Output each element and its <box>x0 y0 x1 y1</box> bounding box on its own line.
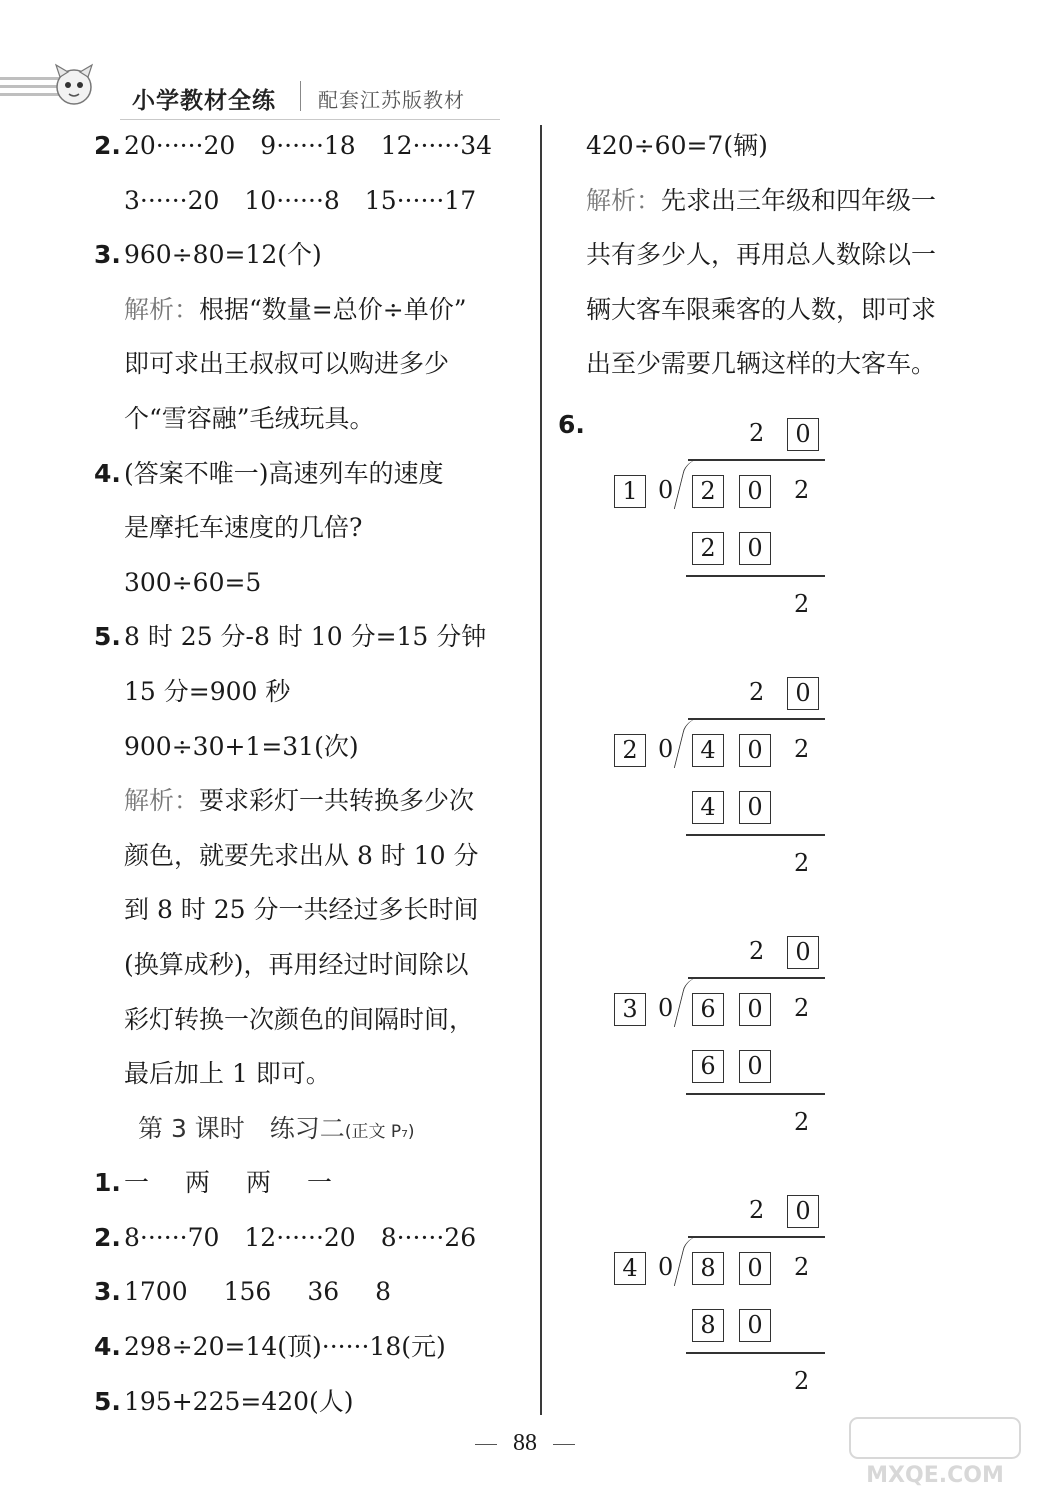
remainder-digit: 2 <box>794 849 810 877</box>
analysis-line <box>94 781 534 836</box>
analysis-text: 根据“数量=总价÷单价” <box>199 294 467 324</box>
answer-line <box>94 1218 534 1273</box>
analysis-text: 要求彩灯一共转换多少次 <box>199 786 475 816</box>
question-number: 1. <box>94 1168 121 1198</box>
division-bar <box>688 718 825 720</box>
analysis-text: 先求出三年级和四年级一 <box>661 185 937 215</box>
divisor-digit: 0 <box>658 1253 674 1281</box>
division-bar <box>688 977 825 979</box>
analysis-line: 彩灯转换一次颜色的间隔时间， <box>124 1004 475 1034</box>
answer-item: 两 <box>185 1168 211 1198</box>
remainder-digit: 2 <box>794 1367 810 1395</box>
subtraction-line <box>686 575 825 577</box>
answer-item: 156 <box>223 1277 272 1307</box>
answer-text: 8 时 25 分-8 时 10 分=15 分钟 <box>124 622 487 652</box>
analysis-line: 最后加上 1 即可。 <box>124 1059 331 1089</box>
question-number: 6. <box>558 410 585 439</box>
subtraction-line <box>686 1352 825 1354</box>
divisor-digit: 0 <box>658 994 674 1022</box>
answer-line <box>94 617 534 672</box>
question-number: 2. <box>94 131 121 160</box>
dividend-digit: 2 <box>794 1253 810 1281</box>
section-ref: (正文 P₇) <box>344 1121 415 1142</box>
answer-item: 36 <box>307 1277 340 1307</box>
subtraction-line <box>686 834 825 836</box>
product-blank[interactable]: 8 <box>692 1309 724 1342</box>
header-underline <box>120 119 500 120</box>
answer-text: 298÷20=14(顶)······18(元) <box>124 1332 446 1362</box>
answer-item: 一 <box>124 1168 150 1198</box>
divisor-blank[interactable]: 2 <box>614 734 646 767</box>
answer-line: 300÷60=5 <box>124 567 262 597</box>
svg-text:MXQE.COM: MXQE.COM <box>866 1463 1004 1488</box>
product-blank[interactable]: 0 <box>739 532 771 565</box>
dividend-blank[interactable]: 0 <box>739 475 771 508</box>
quotient-blank[interactable]: 0 <box>787 936 819 969</box>
answer-text: 8······70 12······20 8······26 <box>124 1222 477 1252</box>
quotient-digit: 2 <box>749 1196 765 1224</box>
answer-text: (答案不唯一)高速列车的速度 <box>124 458 444 488</box>
analysis-label: 解析： <box>124 294 200 324</box>
answer-text: 960÷80=12(个) <box>124 240 322 270</box>
quotient-digit: 2 <box>749 419 765 447</box>
dividend-blank[interactable]: 0 <box>739 993 771 1026</box>
long-division <box>556 928 856 1187</box>
quotient-blank[interactable]: 0 <box>787 677 819 710</box>
product-blank[interactable]: 4 <box>692 791 724 824</box>
product-blank[interactable]: 0 <box>739 1309 771 1342</box>
dividend-blank[interactable]: 6 <box>692 993 724 1026</box>
header-separator <box>300 81 301 111</box>
analysis-label: 解析： <box>586 185 662 215</box>
dividend-blank[interactable]: 4 <box>692 734 724 767</box>
analysis-line: 共有多少人，再用总人数除以一 <box>586 240 937 270</box>
answer-line <box>94 235 534 290</box>
answer-item: 8 <box>375 1277 392 1307</box>
dividend-digit: 2 <box>794 476 810 504</box>
quotient-blank[interactable]: 0 <box>787 1195 819 1228</box>
analysis-label: 解析： <box>124 786 200 816</box>
product-blank[interactable]: 0 <box>739 1050 771 1083</box>
column-divider <box>540 125 542 1415</box>
dividend-blank[interactable]: 8 <box>692 1252 724 1285</box>
answer-line <box>94 1272 534 1327</box>
remainder-digit: 2 <box>794 1108 810 1136</box>
answer-line <box>94 454 534 509</box>
answer-text: 20······20 9······18 12······34 <box>124 131 493 160</box>
answer-line: 900÷30+1=31(次) <box>124 731 359 761</box>
analysis-line: 颜色，就要先求出从 8 时 10 分 <box>124 840 479 870</box>
division-bar <box>688 459 825 461</box>
answer-text: 195+225=420(人) <box>124 1386 354 1416</box>
watermark-logo-icon <box>840 1412 1030 1490</box>
long-division <box>556 410 856 669</box>
analysis-line: 出至少需要几辆这样的大客车。 <box>586 349 937 379</box>
book-subtitle: 配套江苏版教材 <box>318 88 465 112</box>
division-bar <box>688 1236 825 1238</box>
answer-item: 一 <box>307 1168 333 1198</box>
analysis-line <box>94 290 534 345</box>
question-number: 2. <box>94 1222 121 1252</box>
divisor-digit: 0 <box>658 735 674 763</box>
divisor-digit: 0 <box>658 476 674 504</box>
right-column <box>556 126 996 399</box>
answer-line <box>94 126 534 181</box>
question-number: 4. <box>94 1332 121 1362</box>
question-number: 5. <box>94 622 121 652</box>
question-number: 5. <box>94 1386 121 1416</box>
analysis-line <box>556 181 996 236</box>
quotient-digit: 2 <box>749 678 765 706</box>
dividend-digit: 2 <box>794 994 810 1022</box>
divisor-blank[interactable]: 1 <box>614 475 646 508</box>
analysis-line: (换算成秒)，再用经过时间除以 <box>124 949 469 979</box>
page-header <box>0 55 520 115</box>
long-division <box>556 1187 856 1446</box>
book-title: 小学教材全练 <box>132 88 276 114</box>
question-number: 3. <box>94 240 121 270</box>
section-heading <box>94 1109 534 1164</box>
answer-line: 420÷60=7(辆) <box>586 131 768 160</box>
answer-item: 1700 <box>124 1277 188 1307</box>
page-number: 88 <box>0 1430 1050 1457</box>
answer-line: 15 分=900 秒 <box>124 676 291 706</box>
quotient-digit: 2 <box>749 937 765 965</box>
left-column <box>94 126 534 1436</box>
dividend-blank[interactable]: 0 <box>739 1252 771 1285</box>
product-blank[interactable]: 0 <box>739 791 771 824</box>
question-number: 3. <box>94 1277 121 1307</box>
answer-item: 两 <box>246 1168 272 1198</box>
remainder-digit: 2 <box>794 590 810 618</box>
analysis-line: 辆大客车限乘客的人数，即可求 <box>586 294 937 324</box>
subtraction-line <box>686 1093 825 1095</box>
analysis-line: 即可求出王叔叔可以购进多少 <box>124 349 450 379</box>
answer-line <box>94 1327 534 1382</box>
analysis-line: 个“雪容融”毛绒玩具。 <box>124 403 375 433</box>
answer-line <box>94 1382 534 1437</box>
mascot-icon <box>48 59 100 111</box>
quotient-blank[interactable]: 0 <box>787 418 819 451</box>
long-division <box>556 669 856 928</box>
question-number: 4. <box>94 458 121 488</box>
answer-line: 3······20 10······8 15······17 <box>124 185 477 215</box>
section-title: 第 3 课时 练习二 <box>138 1113 345 1143</box>
dividend-blank[interactable]: 0 <box>739 734 771 767</box>
product-blank[interactable]: 2 <box>692 532 724 565</box>
divisor-blank[interactable]: 3 <box>614 993 646 1026</box>
analysis-line: 到 8 时 25 分一共经过多长时间 <box>124 895 479 925</box>
answer-line: 是摩托车速度的几倍? <box>124 513 363 543</box>
answer-line <box>94 1163 534 1218</box>
product-blank[interactable]: 6 <box>692 1050 724 1083</box>
divisor-blank[interactable]: 4 <box>614 1252 646 1285</box>
dividend-blank[interactable]: 2 <box>692 475 724 508</box>
dividend-digit: 2 <box>794 735 810 763</box>
